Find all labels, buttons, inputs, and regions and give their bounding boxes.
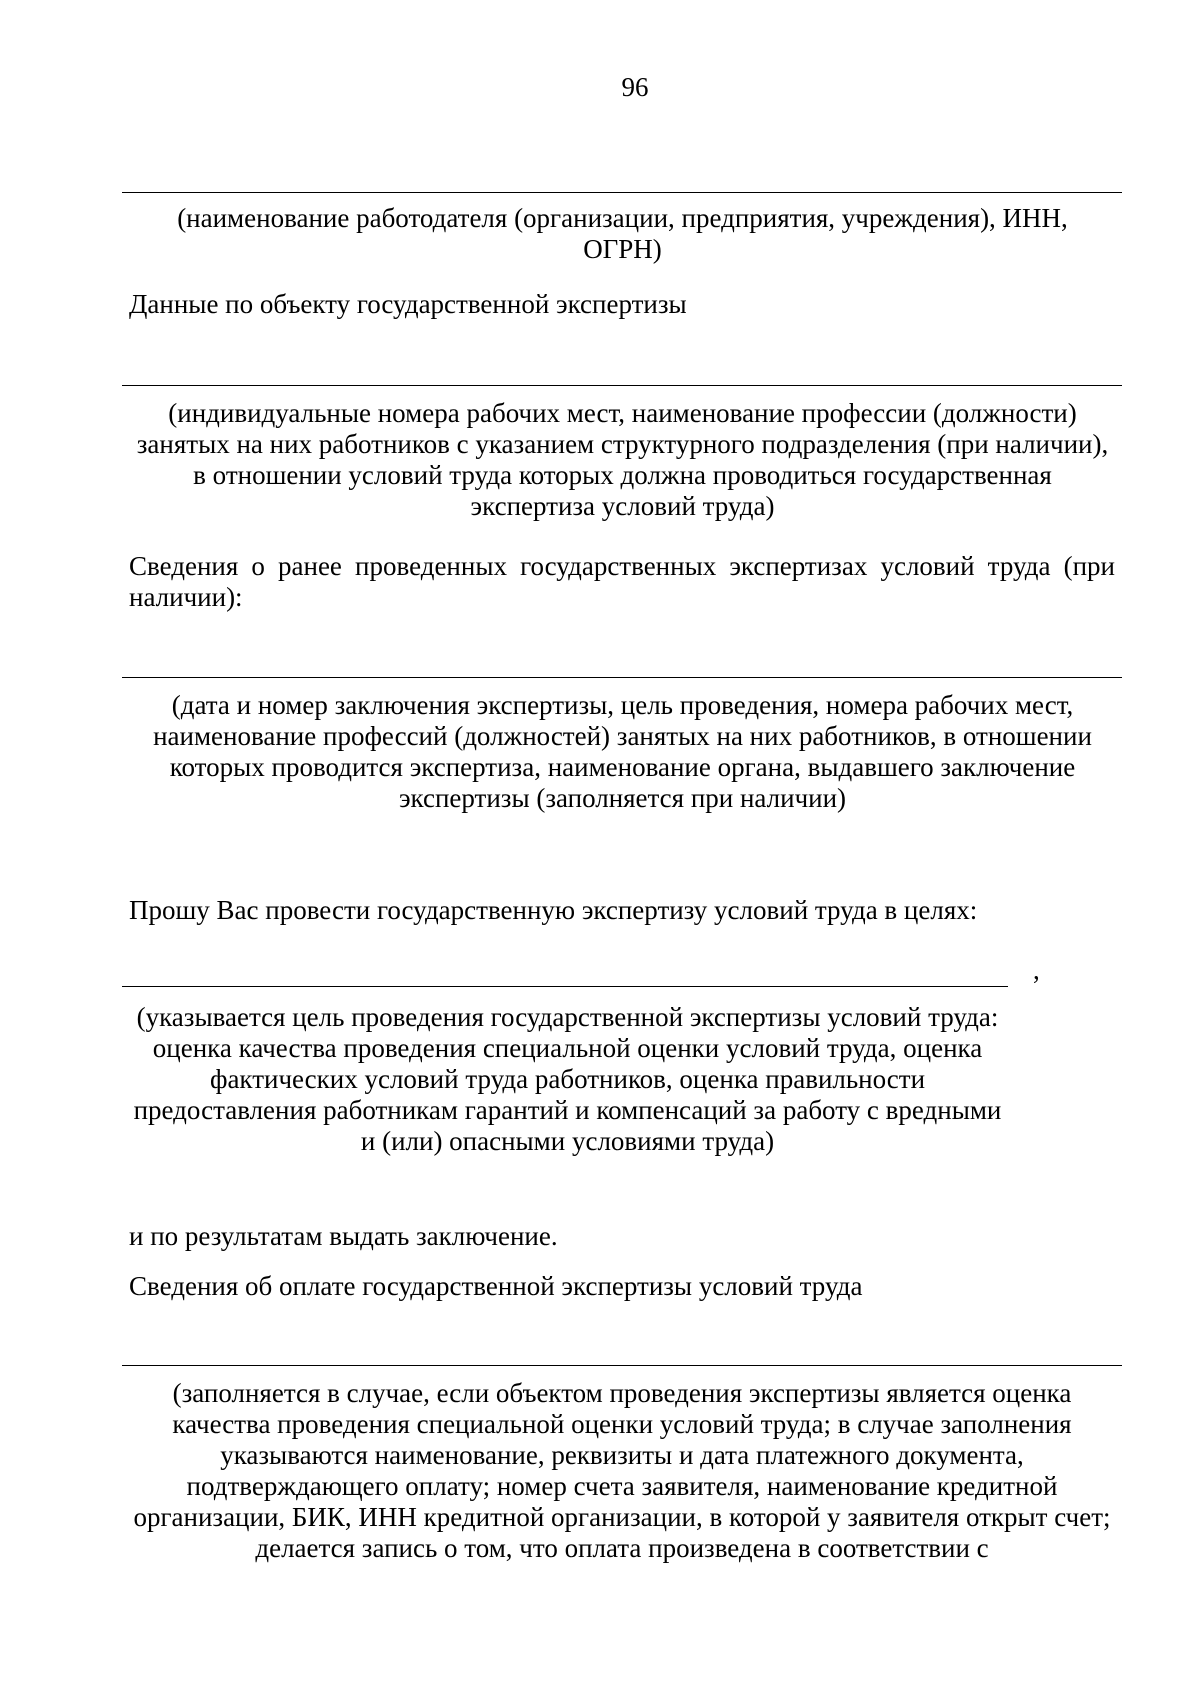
previous-heading: Сведения о ранее проведенных государственных экспертизах условий труда (при наличии): [129,551,1115,612]
page-number: 96 [621,72,649,102]
payment-heading: Сведения об оплате государственной экспертизы условий труда [129,1271,863,1301]
object-heading: Данные по объекту государственной экспертизы [129,289,687,319]
previous-line [122,677,1122,678]
workplaces-caption: (индивидуальные номера рабочих мест, наименование профессии (должности) занятых на них работников с указанием структурного подразделения (при наличии), в отношении условий труда которых должна проводиться государственная экспертиза условий труда) [136,398,1109,521]
purpose-caption: (указывается цель проведения государственной экспертизы условий труда: оценка качества проведения специальной оценки условий труда, оценка фактических условий труда работников, оценка правильности предоставления работникам гарантий и компенсаций за работу с вредными и (или) опасными условиями труда) [133,1002,1002,1156]
workplaces-line [122,385,1122,386]
employer-caption: (наименование работодателя (организации, предприятия, учреждения), ИНН, ОГРН) [177,203,1068,264]
payment-caption: (заполняется в случае, если объектом проведения экспертизы является оценка качества проведения специальной оценки условий труда; в случае заполнения указываются наименование, реквизиты и дата платежного документа, подтверждающего оплату; номер счета заявителя, наименование кредитной организации, БИК, ИНН кредитной организации, в которой у заявителя открыт счет; делается запись о том, что оплата произведена в соответствии с [133,1378,1111,1563]
purpose-comma: , [1033,955,1040,985]
conclusion-text: и по результатам выдать заключение. [129,1221,558,1251]
payment-line [122,1365,1122,1366]
purpose-line [122,986,1008,987]
employer-line [122,192,1122,193]
previous-caption: (дата и номер заключения экспертизы, цель проведения, номера рабочих мест, наименование профессий (должностей) занятых на них работников, в отношении которых проводится экспертиза, наименование органа, выдавшего заключение экспертизы (заполняется при наличии) [153,690,1092,813]
request-text: Прошу Вас провести государственную экспертизу условий труда в целях: [129,895,978,925]
